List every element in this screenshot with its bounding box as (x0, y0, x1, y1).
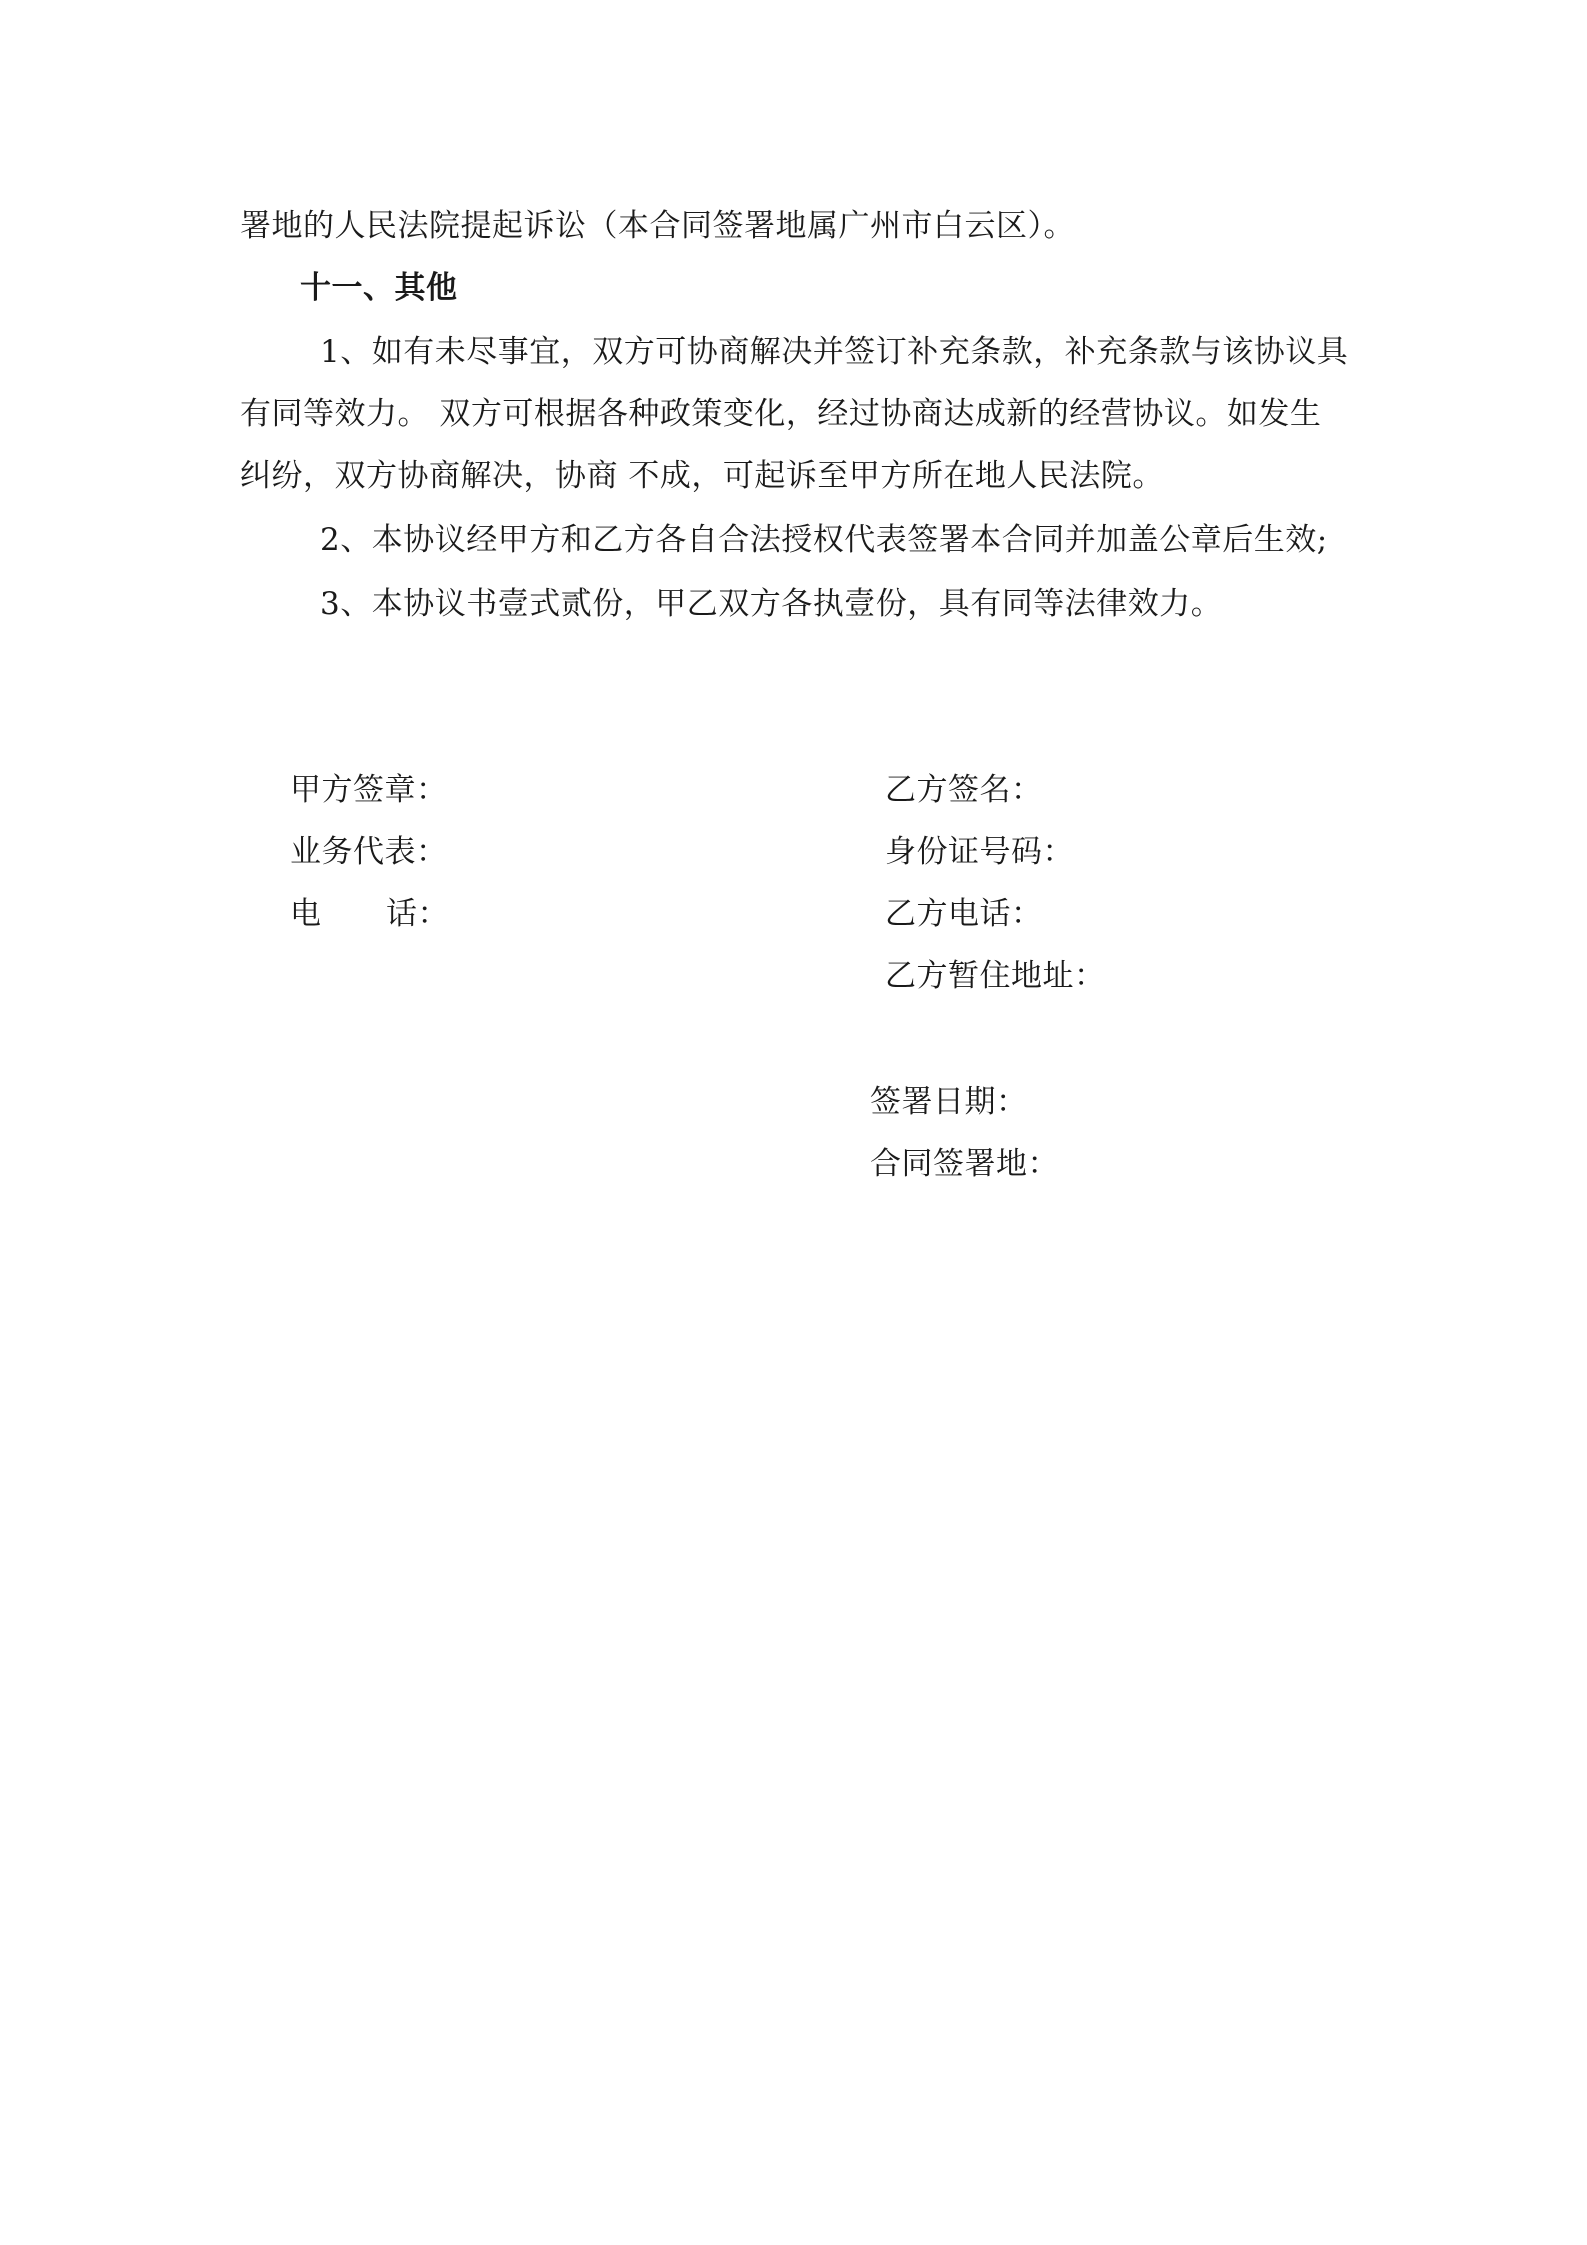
section-heading: 十一、其他 (300, 270, 458, 306)
party-a-representative-label: 业务代表： (290, 834, 448, 870)
party-b-phone-label: 乙方电话： (885, 896, 1043, 932)
party-b-address-label: 乙方暂住地址： (885, 958, 1106, 994)
clause-1-line-2: 有同等效力。 双方可根据各种政策变化，经过协商达成新的经营协议。如发生 (240, 396, 1322, 432)
party-b-signature-label: 乙方签名： (885, 772, 1043, 808)
clause-1-line-3: 纠纷，双方协商解决，协商 不成，可起诉至甲方所在地人民法院。 (240, 458, 1164, 494)
continuation-paragraph: 署地的人民法院提起诉讼（本合同签署地属广州市白云区）。 (240, 208, 1075, 244)
signing-date-label: 签署日期： (870, 1084, 1028, 1120)
party-a-phone-label-first: 电 (290, 896, 322, 932)
clause-1-line-1: 1、如有未尽事宜，双方可协商解决并签订补充条款，补充条款与该协议具 (320, 334, 1349, 370)
party-a-phone-label-rest: 话： (386, 896, 449, 932)
clause-2: 2、本协议经甲方和乙方各自合法授权代表签署本合同并加盖公章后生效; (320, 522, 1328, 558)
clause-3: 3、本协议书壹式贰份，甲乙双方各执壹份，具有同等法律效力。 (320, 586, 1223, 622)
signing-place-label: 合同签署地： (870, 1146, 1059, 1182)
party-a-seal-label: 甲方签章： (290, 772, 448, 808)
party-a-phone-label (290, 894, 449, 934)
party-b-id-label: 身份证号码： (885, 834, 1074, 870)
